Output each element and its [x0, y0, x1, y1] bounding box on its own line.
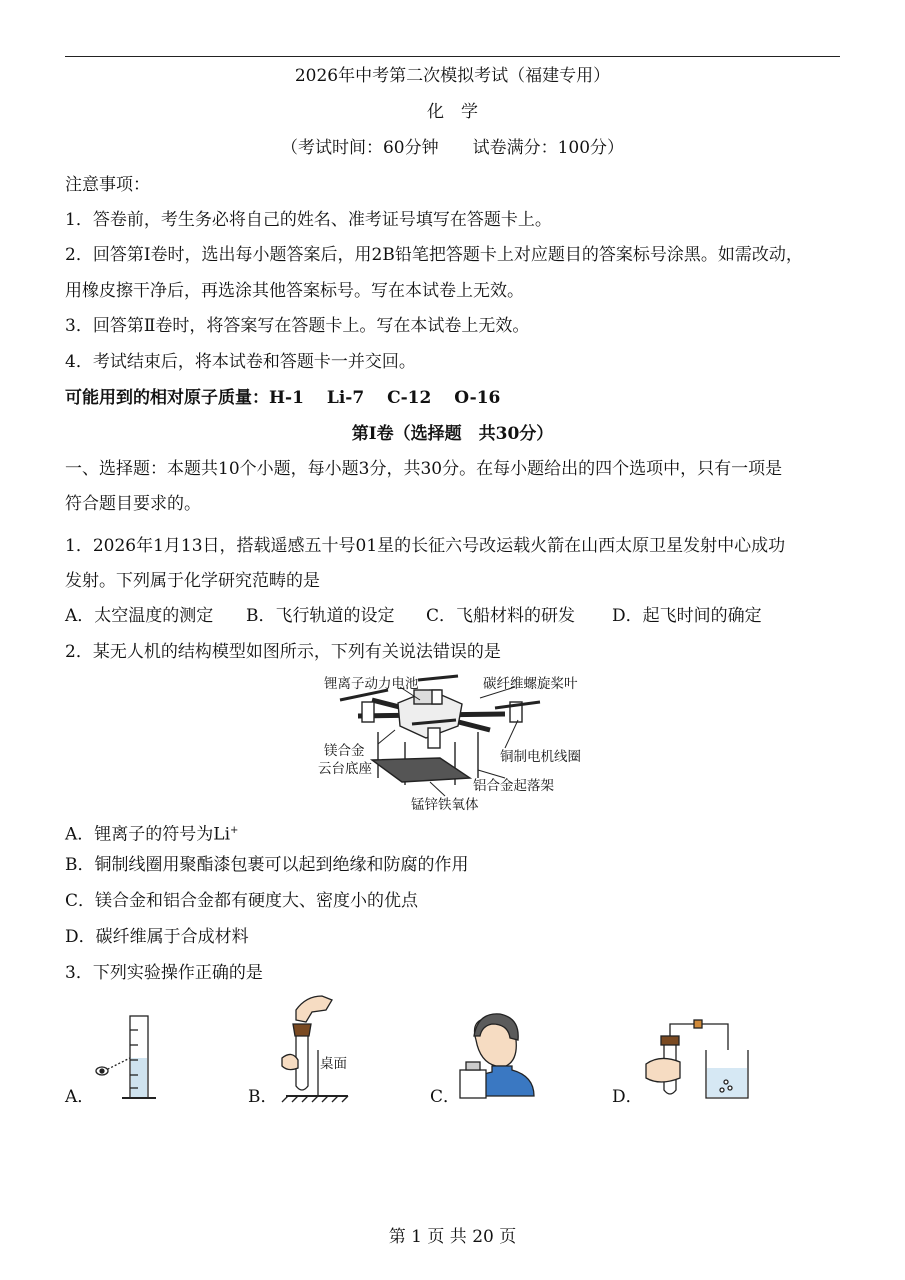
- q1-option-d: D．起飞时间的确定: [612, 606, 762, 626]
- q1-option-c: C．飞船材料的研发: [426, 606, 576, 626]
- q1-option-a: A．太空温度的测定: [65, 606, 214, 626]
- q1-option-b: B．飞行轨道的设定: [246, 606, 395, 626]
- q2-option-a-text: A．锂离子的符号为Li: [65, 824, 231, 845]
- notes-heading: 注意事项：: [65, 175, 150, 195]
- label-mg-alloy: 镁合金: [324, 743, 365, 759]
- note-item: 4．考试结束后，将本试卷和答题卡一并交回。: [65, 352, 416, 372]
- label-coil: 铜制电机线圈: [500, 749, 581, 765]
- desk-label: 桌面: [320, 1056, 347, 1072]
- q3-stem: 3．下列实验操作正确的是: [65, 963, 263, 983]
- note-item: 用橡皮擦干净后，再选涂其他答案标号。写在本试卷上无效。: [65, 281, 524, 301]
- q1-stem: 发射。下列属于化学研究范畴的是: [65, 571, 320, 591]
- q1-stem: 1．2026年1月13日，搭载遥感五十号01星的长征六号改运载火箭在山西太原卫星发射中心成功: [65, 536, 786, 556]
- test-tube-stopper-icon: [282, 996, 348, 1102]
- note-item: 1．答卷前，考生务必将自己的姓名、准考证号填写在答题卡上。: [65, 210, 552, 230]
- q3-option-d-label: D．: [612, 1087, 643, 1107]
- label-landing-gear: 铝合金起落架: [473, 778, 554, 794]
- subject-title: 化 学: [427, 102, 478, 122]
- section-title: 第Ⅰ卷（选择题 共30分）: [351, 424, 554, 444]
- label-blade: 碳纤维螺旋桨叶: [483, 676, 578, 692]
- label-gimbal: 云台底座: [318, 761, 372, 777]
- exam-title: 2026年中考第二次模拟考试（福建专用）: [294, 66, 611, 86]
- q2-option-d: D．碳纤维属于合成材料: [65, 927, 249, 947]
- note-item: 3．回答第Ⅱ卷时，将答案写在答题卡上。写在本试卷上无效。: [65, 316, 530, 336]
- page-number: 第 1 页 共 20 页: [388, 1227, 517, 1247]
- smelling-reagent-icon: [460, 1014, 534, 1098]
- note-item: 2．回答第Ⅰ卷时，选出每小题答案后，用2B铅笔把答题卡上对应题目的答案标号涂黑。如需改动，: [65, 245, 803, 265]
- q3-option-b-label: B．: [248, 1087, 278, 1107]
- q2-option-b: B．铜制线圈用聚酯漆包裹可以起到绝缘和防腐的作用: [65, 855, 469, 875]
- q2-stem: 2．某无人机的结构模型如图所示，下列有关说法错误的是: [65, 642, 501, 662]
- label-ferrite: 锰锌铁氧体: [411, 797, 479, 813]
- airtightness-check-icon: [646, 1020, 748, 1098]
- label-battery: 锂离子动力电池: [324, 676, 419, 692]
- q3-option-c-label: C．: [430, 1087, 461, 1107]
- q2-option-c: C．镁合金和铝合金都有硬度大、密度小的优点: [65, 891, 419, 911]
- section-instruction: 一、选择题：本题共10个小题，每小题3分，共30分。在每小题给出的四个选项中，只有一项是: [65, 459, 783, 479]
- exam-info: （考试时间：60分钟 试卷满分：100分）: [280, 138, 625, 158]
- section-instruction: 符合题目要求的。: [65, 494, 201, 514]
- atomic-masses: 可能用到的相对原子质量：H-1 Li-7 C-12 O-16: [65, 388, 501, 408]
- q2-option-a-sup: +: [230, 825, 239, 836]
- graduated-cylinder-icon: [96, 1016, 156, 1098]
- q3-option-a-label: A．: [65, 1087, 95, 1107]
